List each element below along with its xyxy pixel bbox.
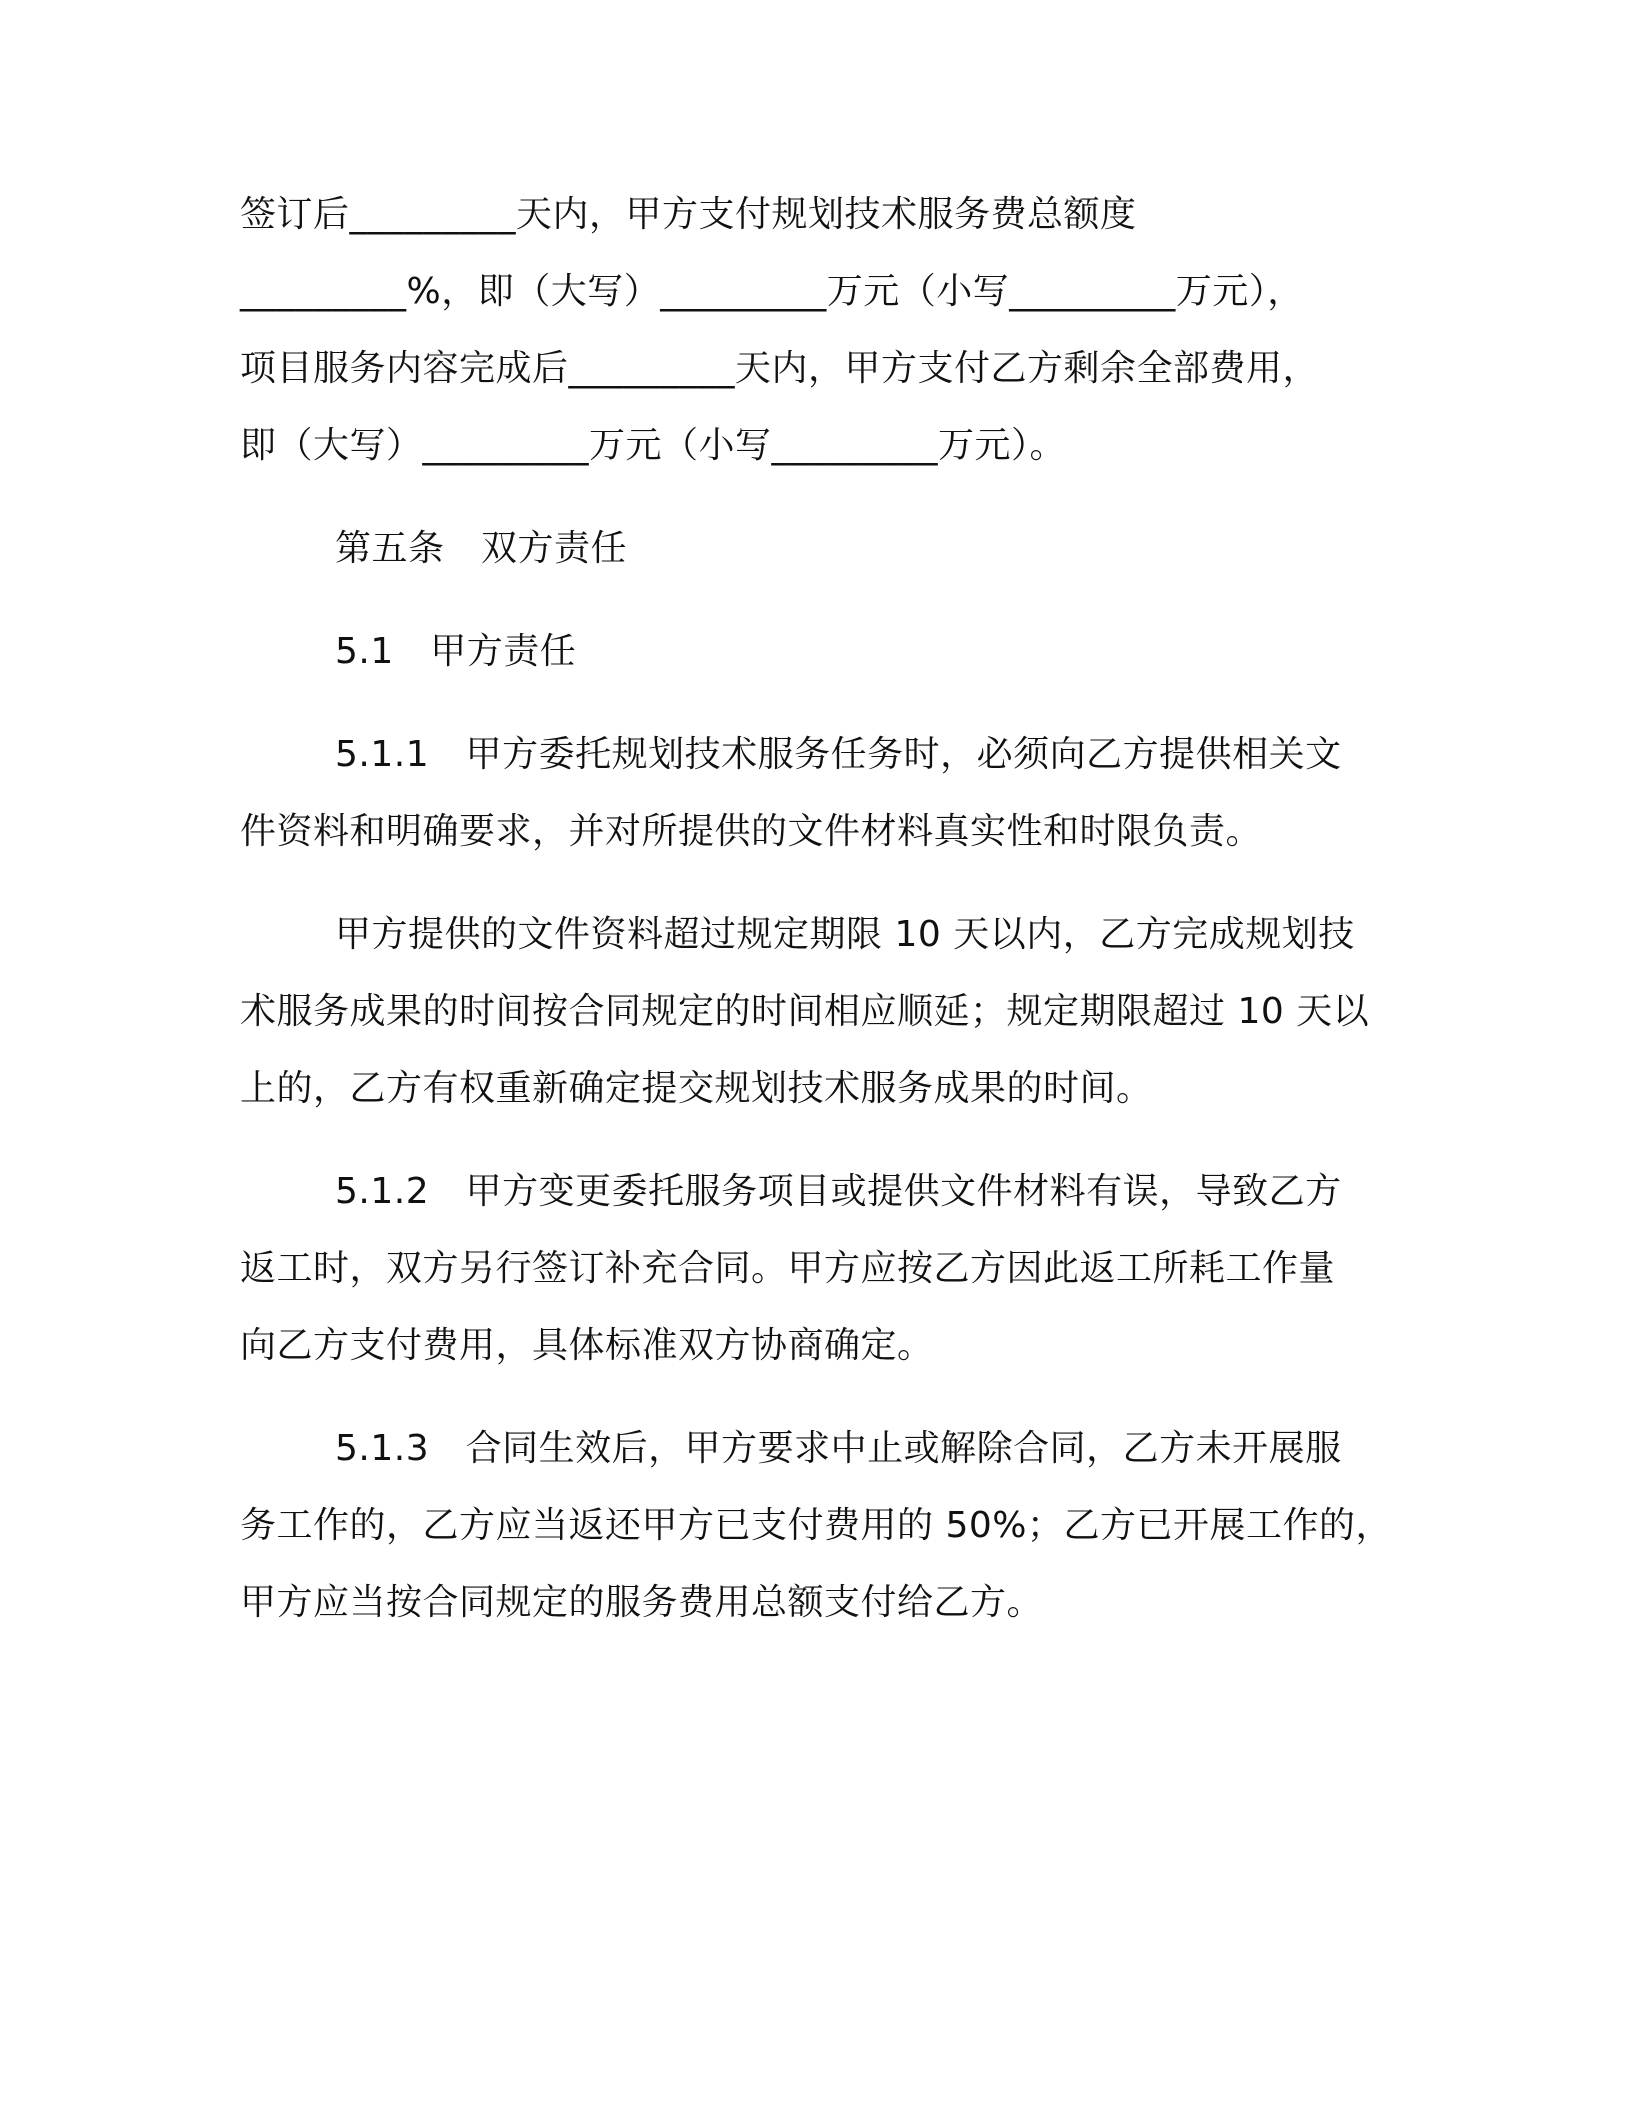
clause-5-1-3-line-3: 甲方应当按合同规定的服务费用总额支付给乙方。 — [240, 1582, 1044, 1623]
clause-5-1-3-line-1: 5.1.3 合同生效后，甲方要求中止或解除合同，乙方未开展服 — [335, 1428, 1342, 1469]
delay-paragraph-line-1: 甲方提供的文件资料超过规定期限 10 天以内，乙方完成规划技 — [335, 914, 1355, 955]
clause-5-1-2-line-3: 向乙方支付费用，具体标准双方协商确定。 — [240, 1325, 934, 1366]
delay-paragraph-line-2: 术服务成果的时间按合同规定的时间相应顺延；规定期限超过 10 天以 — [240, 991, 1370, 1032]
clause-5-1-2-line-2: 返工时，双方另行签订补充合同。甲方应按乙方因此返工所耗工作量 — [240, 1248, 1336, 1289]
payment-clause-line-1: 签订后_________天内，甲方支付规划技术服务费总额度 — [240, 194, 1137, 235]
payment-clause-line-2: _________%，即（大写）_________万元（小写_________万元）， — [240, 271, 1304, 312]
clause-5-1-1-line-2: 件资料和明确要求，并对所提供的文件材料真实性和时限负责。 — [240, 811, 1263, 852]
section-5-1-heading: 5.1 甲方责任 — [335, 631, 577, 672]
clause-5-1-2-line-1: 5.1.2 甲方变更委托服务项目或提供文件材料有误，导致乙方 — [335, 1171, 1342, 1212]
delay-paragraph-line-3: 上的，乙方有权重新确定提交规划技术服务成果的时间。 — [240, 1068, 1153, 1109]
article-5-heading: 第五条 双方责任 — [335, 528, 628, 569]
clause-5-1-1-line-1: 5.1.1 甲方委托规划技术服务任务时，必须向乙方提供相关文 — [335, 734, 1342, 775]
payment-clause-line-4: 即（大写）_________万元（小写_________万元）。 — [240, 425, 1067, 466]
payment-clause-line-3: 项目服务内容完成后_________天内，甲方支付乙方剩余全部费用， — [240, 348, 1320, 389]
clause-5-1-3-line-2: 务工作的，乙方应当返还甲方已支付费用的 50%；乙方已开展工作的， — [240, 1505, 1392, 1546]
